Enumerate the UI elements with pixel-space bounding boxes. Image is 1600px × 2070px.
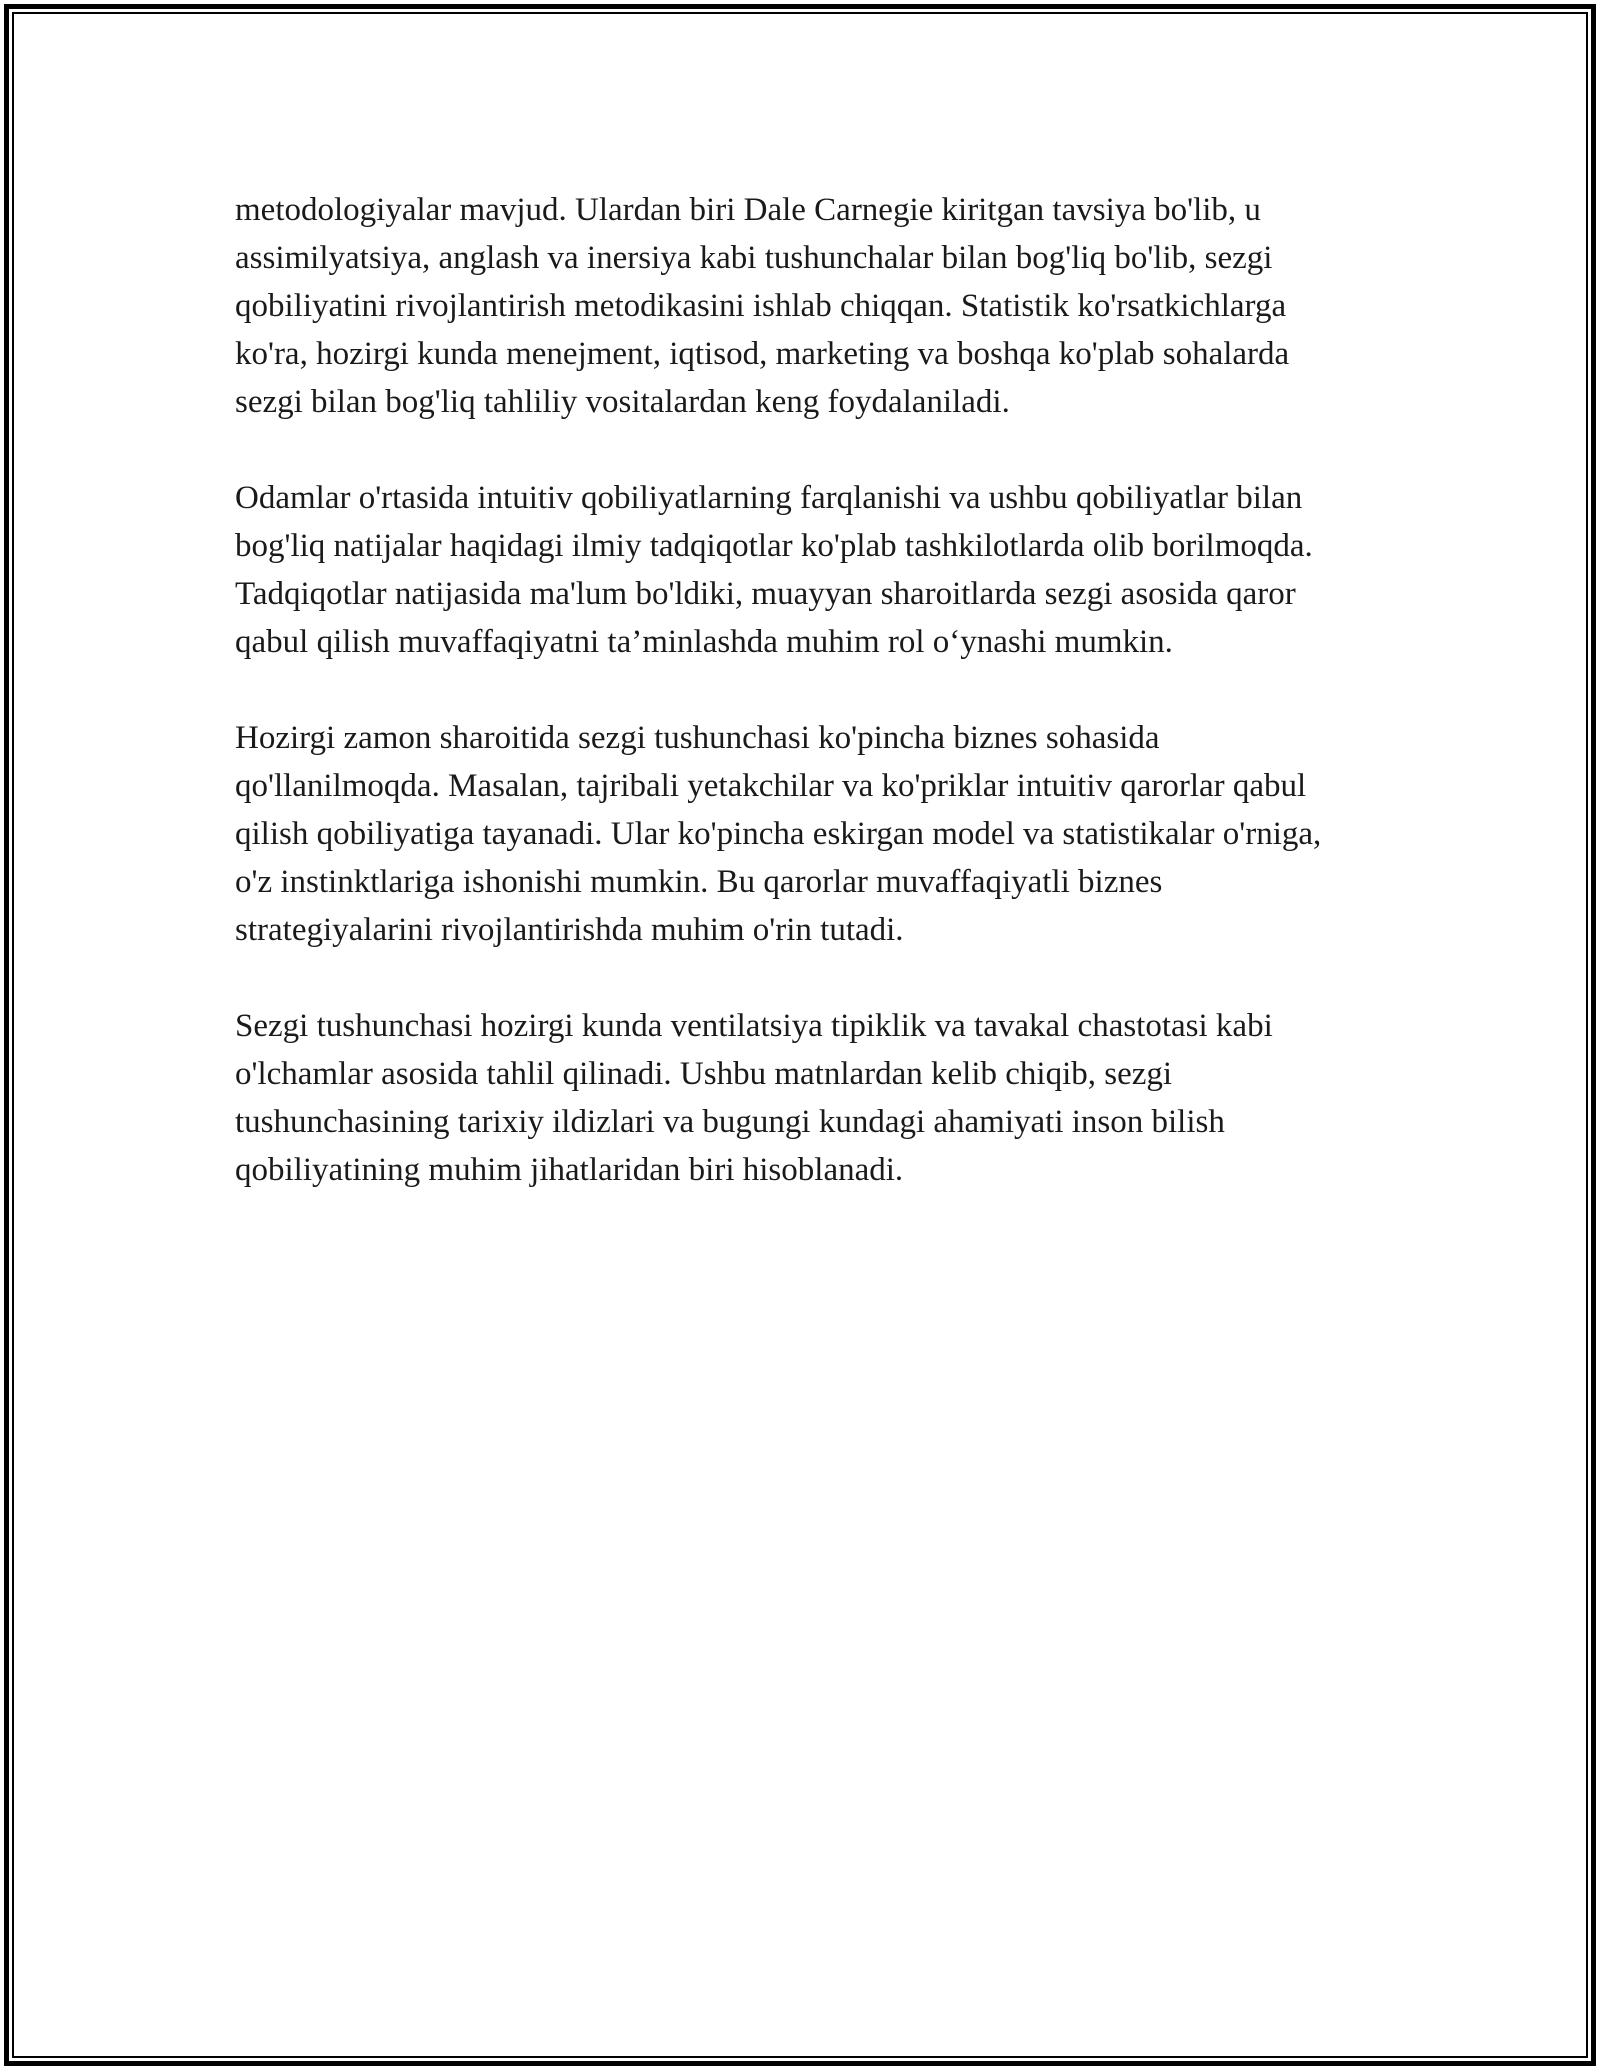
paragraph-2: Odamlar o'rtasida intuitiv qobiliyatlarning farqlanishi va ushbu qobiliyatlar bilan bog'liq natijalar haqidagi ilmiy tadqiqotlar ko'plab tashkilotlarda olib borilmoqda. Tadqiqotlar natijasida ma'lum bo'ldiki, muayyan sharoitlarda sezgi asosida qaror qabul qilish muvaffaqiyatni ta’minlashda muhim rol o‘ynashi mumkin. xyxy=(235,480,1313,660)
paragraph-4: Sezgi tushunchasi hozirgi kunda ventilatsiya tipiklik va tavakal chastotasi kabi o'lchamlar asosida tahlil qilinadi. Ushbu matnlardan kelib chiqib, sezgi tushunchasining tarixiy ildizlari va bugungi kundagi ahamiyati inson bilish qobiliyatining muhim jihatlaridan biri hisoblanadi. xyxy=(235,1008,1273,1188)
paragraph-1: metodologiyalar mavjud. Ulardan biri Dale Carnegie kiritgan tavsiya bo'lib, u assimilyatsiya, anglash va inersiya kabi tushunchalar bilan bog'liq bo'lib, sezgi qobiliyatini rivojlantirish metodikasini ishlab chiqqan. Statistik ko'rsatkichlarga ko'ra, hozirgi kunda menejment, iqtisod, marketing va boshqa ko'plab sohalarda sezgi bilan bog'liq tahliliy vositalardan keng foydalaniladi. xyxy=(235,192,1290,420)
paragraph-3: Hozirgi zamon sharoitida sezgi tushunchasi ko'pincha biznes sohasida qo'llanilmoqda. Masalan, tajribali yetakchilar va ko'priklar intuitiv qarorlar qabul qilish qobiliyatiga tayanadi. Ular ko'pincha eskirgan model va statistikalar o'rniga, o'z instinktlariga ishonishi mumkin. Bu qarorlar muvaffaqiyatli biznes strategiyalarini rivojlantirishda muhim o'rin tutadi. xyxy=(235,720,1322,948)
document-body xyxy=(235,186,1365,1242)
